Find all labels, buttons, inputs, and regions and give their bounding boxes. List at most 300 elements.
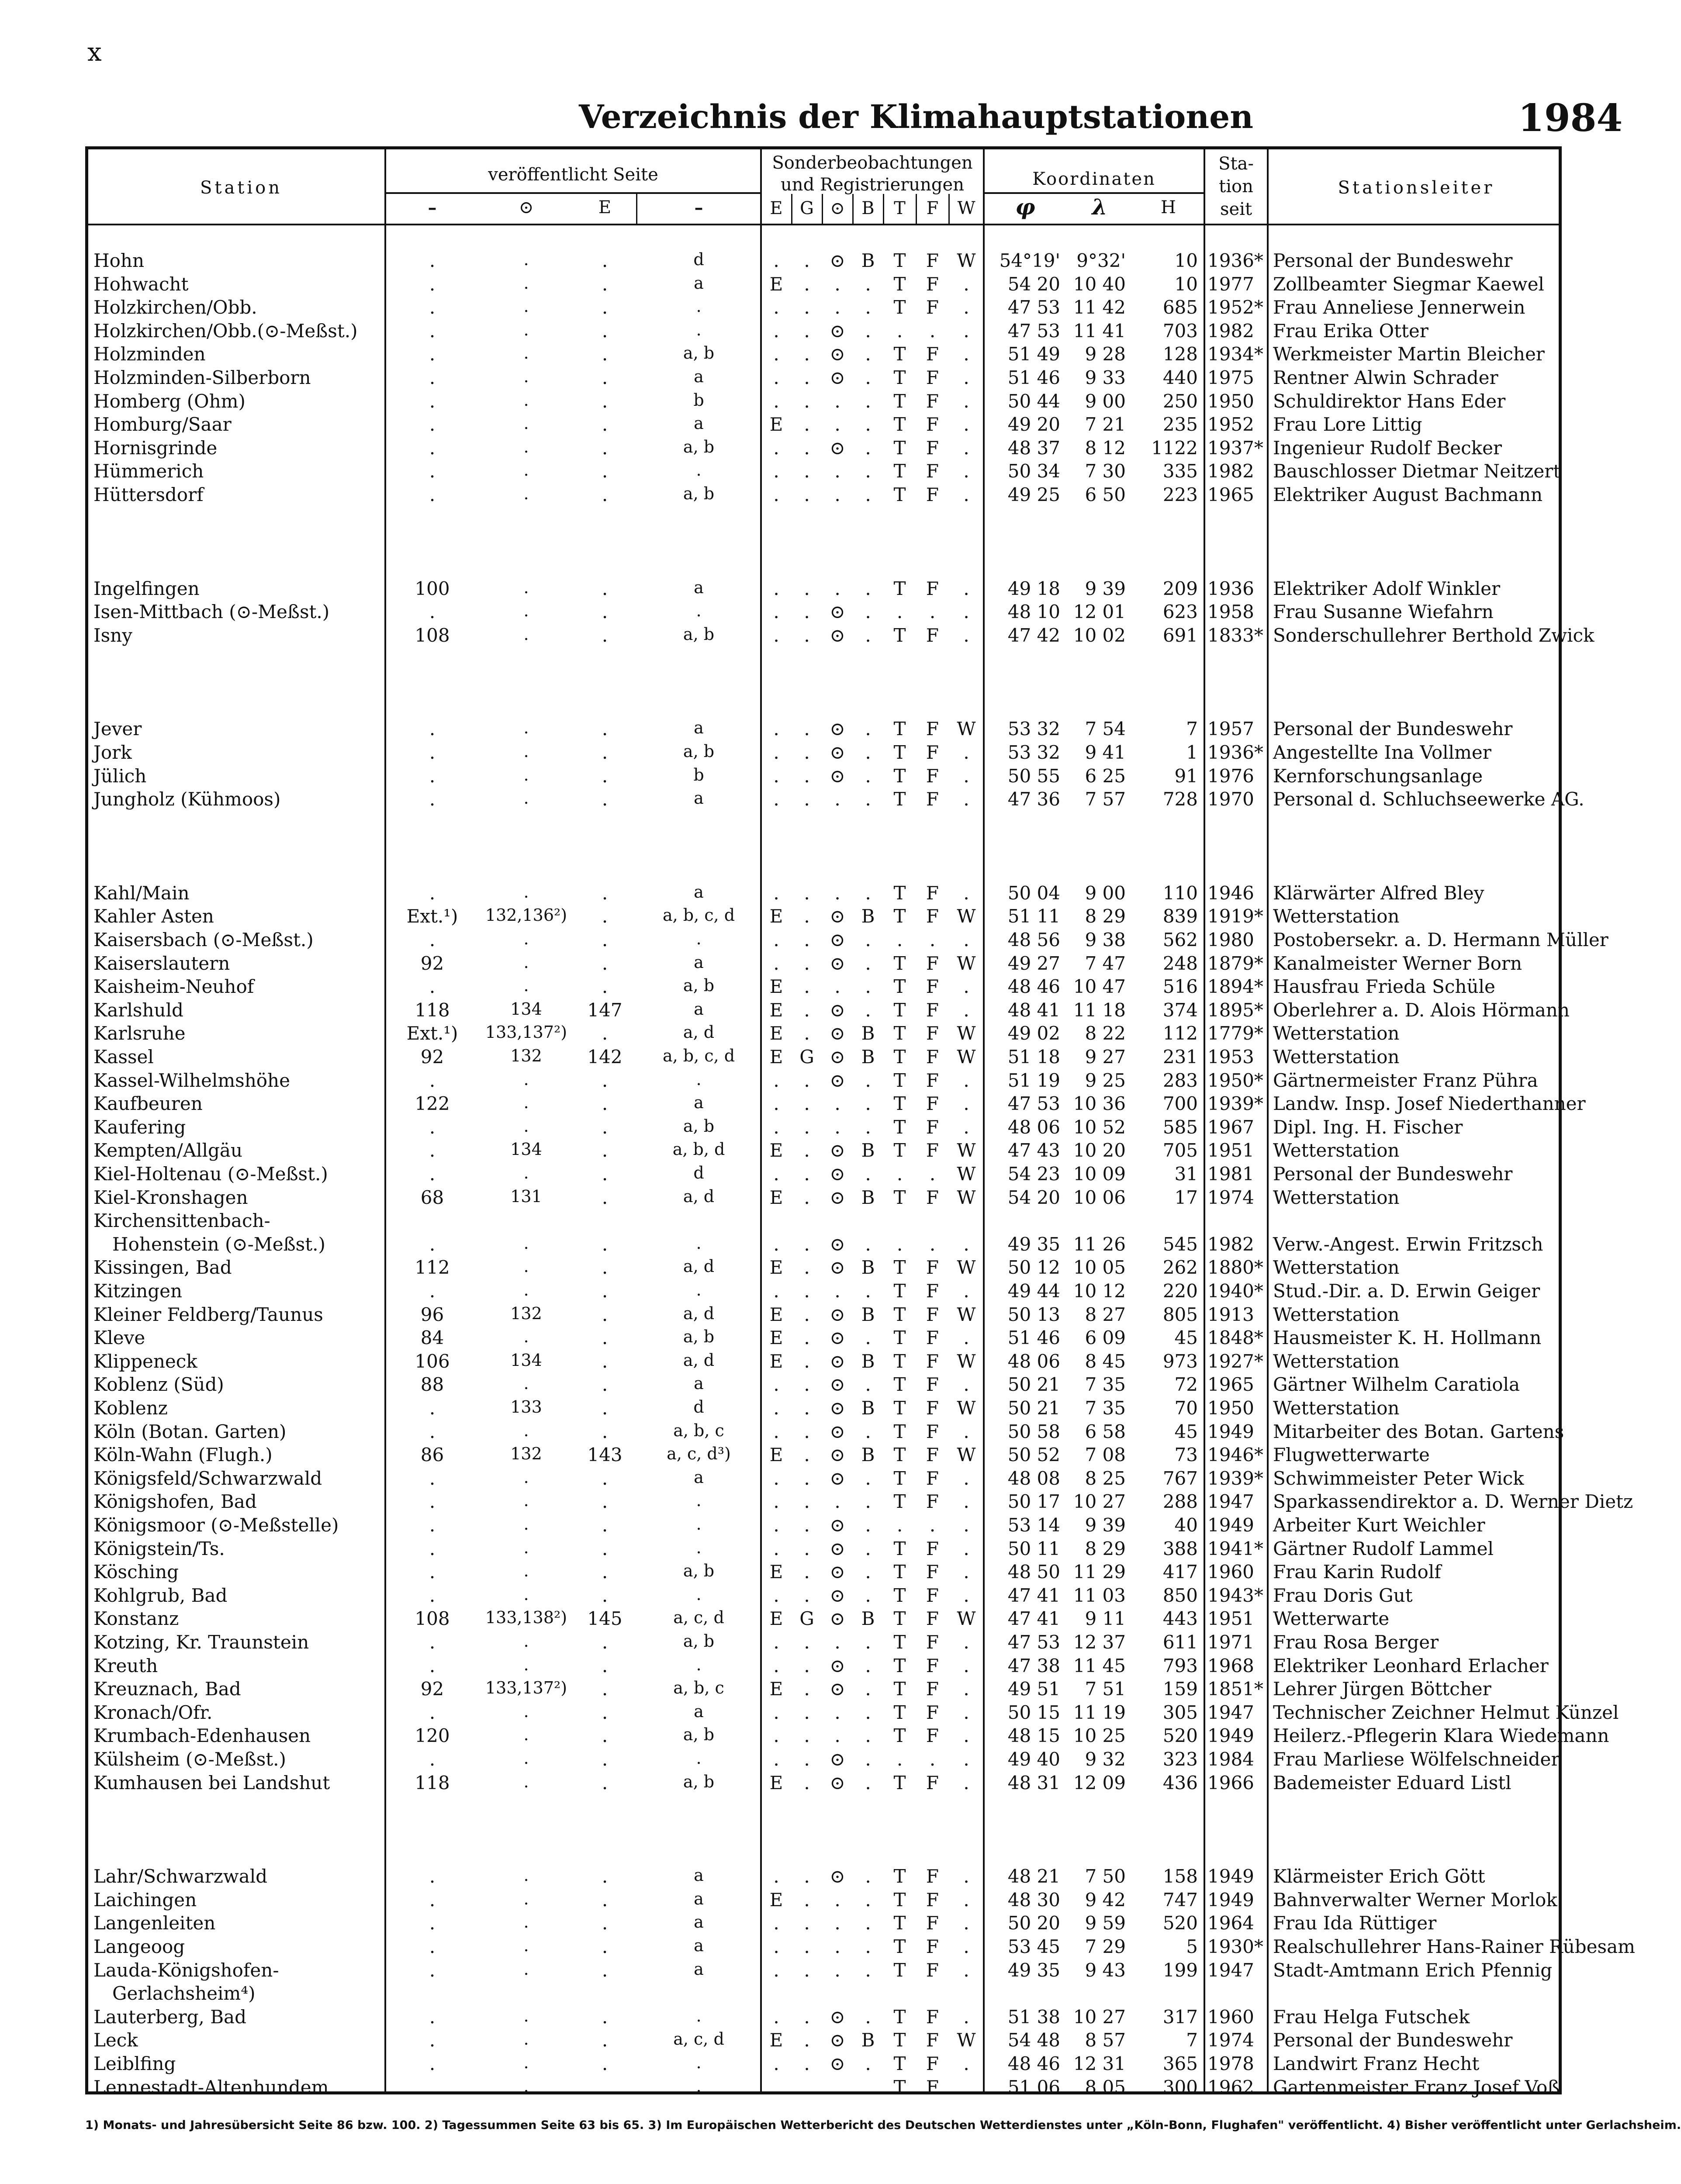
- coord-lambda: 11 29: [1073, 1561, 1126, 1583]
- height: 850: [1162, 1585, 1198, 1606]
- station-name: Lennestadt-Altenhundem: [93, 2077, 329, 2098]
- obs-f: F: [926, 437, 939, 459]
- station-since: 1952: [1207, 414, 1254, 435]
- station-since: 1978: [1207, 2053, 1254, 2074]
- obs-t: T: [893, 2053, 906, 2074]
- pub-seite-e: 147: [587, 999, 623, 1021]
- table-row: [88, 1093, 1586, 1116]
- obs-t: T: [893, 625, 906, 646]
- header-h: H: [1161, 197, 1176, 218]
- pub-seite-4: .: [696, 1538, 702, 1557]
- obs-f: F: [926, 905, 939, 927]
- coord-lambda: 8 29: [1085, 1538, 1126, 1559]
- obs-b: .: [865, 1655, 871, 1676]
- pub-seite-e: .: [602, 320, 608, 342]
- station-since: 1958: [1207, 601, 1254, 622]
- obs-g: .: [804, 1514, 810, 1536]
- station-name: Kaisersbach (⊙-Meßst.): [93, 929, 314, 950]
- table-row: [88, 1936, 1635, 1959]
- station-leader: Wetterstation: [1273, 1304, 1400, 1325]
- obs-g: .: [804, 718, 810, 740]
- pub-seite-e: .: [602, 484, 608, 505]
- station-leader: Flugwetterwarte: [1273, 1444, 1430, 1465]
- obs-w: W: [957, 2029, 976, 2051]
- coord-lambda: 9 11: [1085, 1608, 1126, 1629]
- obs-g: .: [804, 1093, 810, 1114]
- station-name: Lauda-Königshofen-: [93, 1959, 279, 1981]
- pub-seite-1: .: [429, 1936, 436, 1957]
- station-since: 1851*: [1207, 1678, 1263, 1700]
- pub-seite-sun: 134: [510, 1140, 542, 1159]
- station-leader: Frau Ida Rüttiger: [1273, 1912, 1437, 1934]
- pub-seite-4: a, b: [683, 1725, 715, 1744]
- obs-w: .: [963, 1280, 969, 1302]
- station-since: 1779*: [1207, 1023, 1263, 1044]
- obs-w: .: [963, 1912, 969, 1934]
- pub-seite-1: .: [429, 1655, 436, 1676]
- coord-lambda: 7 30: [1085, 460, 1126, 482]
- obs-w: .: [963, 1585, 969, 1606]
- coord-lambda: 8 22: [1085, 1023, 1126, 1044]
- station-name: Langenleiten: [93, 1912, 216, 1934]
- station-name: Kohlgrub, Bad: [93, 1585, 228, 1606]
- pub-seite-e: .: [602, 1421, 608, 1442]
- pub-seite-sun: 132,136²): [485, 905, 567, 925]
- station-name: Langeoog: [93, 1936, 185, 1957]
- pub-seite-e: .: [602, 1327, 608, 1348]
- height: 250: [1162, 390, 1198, 412]
- table-row: [88, 1163, 1560, 1187]
- station-name: Ingelfingen: [93, 578, 200, 599]
- obs-f: F: [926, 250, 939, 271]
- station-name: Kotzing, Kr. Traunstein: [93, 1631, 309, 1653]
- obs-e: E: [769, 976, 783, 997]
- station-since: 1957: [1207, 718, 1254, 740]
- table-row: [88, 1468, 1560, 1491]
- station-leader: Elektriker August Bachmann: [1273, 484, 1543, 505]
- obs-t: .: [896, 601, 903, 622]
- pub-seite-sun: .: [523, 343, 529, 363]
- station-leader: Schuldirektor Hans Eder: [1273, 390, 1506, 412]
- pub-seite-e: .: [602, 1912, 608, 1934]
- obs-t: T: [893, 1678, 906, 1700]
- station-name: Königstein/Ts.: [93, 1538, 225, 1559]
- rule-sub-s: [852, 194, 854, 224]
- obs-t: .: [896, 320, 903, 342]
- station-since: 1977: [1207, 273, 1254, 295]
- obs-w: .: [963, 460, 969, 482]
- pub-seite-1: .: [429, 1585, 436, 1606]
- pub-seite-e: .: [602, 1889, 608, 1911]
- station-since: 1940*: [1207, 1280, 1263, 1302]
- pub-seite-sun: .: [523, 1561, 529, 1580]
- station-since: 1941*: [1207, 1538, 1263, 1559]
- coord-lambda: 10 20: [1073, 1140, 1126, 1161]
- coord-phi: 47 36: [1007, 788, 1060, 810]
- obs-b: .: [865, 1070, 871, 1091]
- obs-w: .: [963, 882, 969, 904]
- obs-f: F: [926, 1889, 939, 1911]
- obs-sun: ⊙: [830, 1678, 845, 1700]
- height: 231: [1162, 1046, 1198, 1068]
- header-obs-f: F: [926, 198, 939, 218]
- station-name: Hohenstein (⊙-Meßst.): [112, 1234, 325, 1255]
- station-since: 1960: [1207, 1561, 1254, 1583]
- pub-seite-4: a, d: [683, 1187, 715, 1206]
- obs-t: T: [893, 976, 906, 997]
- obs-f: F: [926, 2077, 939, 2098]
- header-rule-coord: [984, 192, 1204, 194]
- obs-g: .: [804, 788, 810, 810]
- station-leader: Frau Erika Otter: [1273, 320, 1429, 342]
- pub-seite-e: .: [602, 1866, 608, 1887]
- pub-seite-e: .: [602, 2077, 608, 2098]
- obs-e: .: [773, 765, 779, 787]
- obs-g: .: [804, 390, 810, 412]
- station-leader: Frau Marliese Wölfelschneider: [1273, 1749, 1560, 1770]
- pub-seite-e: .: [602, 1187, 608, 1208]
- pub-seite-sun: .: [523, 1936, 529, 1955]
- obs-g: .: [804, 1468, 810, 1489]
- obs-e: .: [773, 1421, 779, 1442]
- pub-seite-sun: .: [523, 1374, 529, 1393]
- obs-e: E: [769, 1608, 783, 1629]
- obs-t: T: [893, 1327, 906, 1348]
- obs-b: .: [865, 2077, 871, 2098]
- table-row: [88, 1655, 1560, 1679]
- rule-sub-e: [791, 194, 792, 224]
- obs-sun: ⊙: [830, 601, 845, 622]
- pub-seite-e: 143: [587, 1444, 623, 1465]
- obs-f: .: [929, 1234, 936, 1255]
- coord-phi: 48 30: [1007, 1889, 1060, 1911]
- pub-seite-1: 86: [420, 1444, 444, 1465]
- obs-sun: .: [834, 414, 840, 435]
- pub-seite-e: .: [602, 1936, 608, 1957]
- obs-g: G: [799, 1046, 814, 1068]
- page-number: x: [87, 37, 102, 67]
- pub-seite-4: a: [694, 953, 704, 972]
- obs-f: F: [926, 1046, 939, 1068]
- obs-w: .: [963, 1116, 969, 1138]
- coord-phi: 47 53: [1007, 297, 1060, 318]
- obs-f: .: [929, 1514, 936, 1536]
- pub-seite-1: .: [429, 1163, 436, 1185]
- obs-e: E: [769, 1304, 783, 1325]
- coord-lambda: 9 00: [1085, 882, 1126, 904]
- pub-seite-sun: .: [523, 297, 529, 316]
- obs-e: .: [773, 2077, 779, 2098]
- coord-lambda: 7 21: [1085, 414, 1126, 435]
- pub-seite-4: .: [696, 1585, 702, 1604]
- obs-b: B: [861, 250, 875, 271]
- obs-w: .: [963, 297, 969, 318]
- pub-seite-e: .: [602, 1023, 608, 1044]
- obs-e: .: [773, 1936, 779, 1957]
- pub-seite-sun: .: [523, 367, 529, 386]
- coord-phi: 48 37: [1007, 437, 1060, 459]
- obs-t: T: [893, 1304, 906, 1325]
- pub-seite-e: .: [602, 1959, 608, 1981]
- height: 520: [1162, 1912, 1198, 1934]
- height: 374: [1162, 999, 1198, 1021]
- obs-t: T: [893, 460, 906, 482]
- pub-seite-sun: .: [523, 625, 529, 644]
- coord-lambda: 10 27: [1073, 2006, 1126, 2028]
- coord-phi: 47 53: [1007, 320, 1060, 342]
- pub-seite-sun: 133,137²): [485, 1023, 567, 1042]
- coord-lambda: 9 42: [1085, 1889, 1126, 1911]
- header-sonder: Sonderbeobachtungen: [772, 153, 973, 173]
- obs-f: .: [929, 1163, 936, 1185]
- pub-seite-4: a, b: [683, 1772, 715, 1791]
- obs-g: .: [804, 2077, 810, 2098]
- pub-seite-1: .: [429, 2053, 436, 2074]
- coord-phi: 51 06: [1007, 2077, 1060, 2098]
- obs-w: .: [963, 1866, 969, 1887]
- station-name: Kleve: [93, 1327, 145, 1348]
- coord-lambda: 11 42: [1073, 297, 1126, 318]
- station-leader: Frau Anneliese Jennerwein: [1273, 297, 1525, 318]
- obs-b: .: [865, 1866, 871, 1887]
- station-since: 1946*: [1207, 1444, 1263, 1465]
- obs-sun: .: [834, 1725, 840, 1746]
- pub-seite-e: 145: [587, 1608, 623, 1629]
- height: 388: [1162, 1538, 1198, 1559]
- station-name: Karlshuld: [93, 999, 183, 1021]
- station-leader: Bademeister Eduard Listl: [1273, 1772, 1512, 1794]
- table-row: [88, 1234, 1560, 1257]
- obs-e: E: [769, 1046, 783, 1068]
- pub-seite-1: .: [429, 1468, 436, 1489]
- pub-seite-1: 92: [420, 953, 444, 974]
- pub-seite-e: .: [602, 1655, 608, 1676]
- coord-phi: 50 13: [1007, 1304, 1060, 1325]
- pub-seite-sun: .: [523, 1514, 529, 1534]
- obs-sun: ⊙: [830, 1514, 845, 1536]
- obs-e: E: [769, 1678, 783, 1700]
- table-row: [88, 953, 1560, 976]
- pub-seite-sun: .: [523, 1163, 529, 1182]
- obs-f: F: [926, 1421, 939, 1442]
- coord-phi: 50 58: [1007, 1421, 1060, 1442]
- table-row: [88, 1351, 1560, 1374]
- height: 110: [1162, 882, 1198, 904]
- obs-g: .: [804, 1351, 810, 1372]
- height: 262: [1162, 1257, 1198, 1278]
- obs-sun: .: [834, 1889, 840, 1911]
- obs-e: .: [773, 1374, 779, 1395]
- coord-phi: 51 46: [1007, 1327, 1060, 1348]
- obs-g: .: [804, 976, 810, 997]
- station-name: Jork: [93, 742, 132, 763]
- station-since: 1939*: [1207, 1093, 1263, 1114]
- obs-f: F: [926, 1280, 939, 1302]
- pub-seite-1: .: [429, 1912, 436, 1934]
- obs-sun: ⊙: [830, 343, 845, 365]
- station-name: Königsfeld/Schwarzwald: [93, 1468, 322, 1489]
- station-leader: Arbeiter Kurt Weichler: [1273, 1514, 1485, 1536]
- coord-phi: 48 10: [1007, 601, 1060, 622]
- pub-seite-4: a, b, d: [672, 1140, 725, 1159]
- coord-lambda: 12 31: [1073, 2053, 1126, 2074]
- obs-w: .: [963, 1327, 969, 1348]
- header-obs-w: W: [957, 198, 975, 218]
- station-since: 1952*: [1207, 297, 1263, 318]
- header-lambda: λ: [1092, 194, 1107, 220]
- pub-seite-e: .: [602, 1280, 608, 1302]
- obs-g: .: [804, 1140, 810, 1161]
- coord-phi: 47 53: [1007, 1631, 1060, 1653]
- header-rule-pub: [385, 192, 761, 194]
- obs-t: T: [893, 1140, 906, 1161]
- header-registrierungen: und Registrierungen: [781, 175, 964, 195]
- obs-f: F: [926, 1772, 939, 1794]
- obs-f: F: [926, 625, 939, 646]
- obs-t: T: [893, 1936, 906, 1957]
- pub-seite-4: a, d: [683, 1351, 715, 1370]
- station-since: 1966: [1207, 1772, 1254, 1794]
- obs-sun: ⊙: [830, 2006, 845, 2028]
- station-since: 1953: [1207, 1046, 1254, 1068]
- obs-sun: .: [834, 297, 840, 318]
- coord-phi: 54°19': [999, 250, 1060, 271]
- header-seit-3: seit: [1220, 199, 1252, 219]
- obs-e: .: [773, 2053, 779, 2074]
- station-name: Isen-Mittbach (⊙-Meßst.): [93, 601, 330, 622]
- pub-seite-4: b: [693, 765, 704, 784]
- pub-seite-4: .: [696, 1070, 702, 1089]
- obs-w: .: [963, 1514, 969, 1536]
- pub-seite-4: a: [694, 1866, 704, 1885]
- station-name: Jungholz (Kühmoos): [93, 788, 281, 810]
- pub-seite-sun: 132: [510, 1444, 542, 1463]
- obs-b: .: [865, 929, 871, 950]
- coord-phi: 47 41: [1007, 1585, 1060, 1606]
- pub-seite-1: .: [429, 320, 436, 342]
- pub-seite-1: 122: [415, 1093, 450, 1114]
- pub-seite-4: a, c, d: [673, 2029, 724, 2049]
- pub-seite-1: .: [429, 390, 436, 412]
- obs-w: .: [963, 1070, 969, 1091]
- obs-sun: ⊙: [830, 765, 845, 787]
- obs-f: F: [926, 1374, 939, 1395]
- obs-b: .: [865, 1959, 871, 1981]
- obs-e: .: [773, 1491, 779, 1512]
- obs-e: .: [773, 742, 779, 763]
- obs-g: .: [804, 1631, 810, 1653]
- station-name: Kumhausen bei Landshut: [93, 1772, 330, 1794]
- obs-t: T: [893, 1889, 906, 1911]
- coord-lambda: 10 06: [1073, 1187, 1126, 1208]
- obs-sun: ⊙: [830, 905, 845, 927]
- obs-g: G: [799, 1608, 814, 1629]
- coord-phi: 51 18: [1007, 1046, 1060, 1068]
- obs-w: .: [963, 999, 969, 1021]
- obs-g: .: [804, 1187, 810, 1208]
- station-leader: Stadt-Amtmann Erich Pfennig: [1273, 1959, 1553, 1981]
- pub-seite-4: a: [694, 882, 704, 902]
- pub-seite-e: 142: [587, 1046, 623, 1068]
- height: 516: [1162, 976, 1198, 997]
- obs-sun: ⊙: [830, 1538, 845, 1559]
- pub-seite-1: .: [429, 601, 436, 622]
- pub-seite-e: .: [602, 437, 608, 459]
- obs-sun: ⊙: [830, 742, 845, 763]
- obs-t: T: [893, 2006, 906, 2028]
- station-name: Jülich: [93, 765, 147, 787]
- obs-sun: .: [834, 1491, 840, 1512]
- obs-f: F: [926, 1304, 939, 1325]
- obs-w: W: [957, 953, 976, 974]
- table-row: [88, 297, 1560, 320]
- station-since: 1975: [1207, 367, 1254, 388]
- obs-t: T: [893, 250, 906, 271]
- obs-w: .: [963, 484, 969, 505]
- pub-seite-1: .: [429, 718, 436, 740]
- obs-e: E: [769, 905, 783, 927]
- height: 417: [1162, 1561, 1198, 1583]
- obs-t: T: [893, 953, 906, 974]
- station-leader: Frau Doris Gut: [1273, 1585, 1413, 1606]
- pub-seite-1: Ext.¹): [406, 1023, 458, 1044]
- station-name: Holzminden: [93, 343, 206, 365]
- rule-sub-pub2: [636, 194, 637, 224]
- obs-w: .: [963, 1374, 969, 1395]
- pub-seite-4: .: [696, 460, 702, 480]
- obs-g: .: [804, 1421, 810, 1442]
- coord-lambda: 11 19: [1073, 1702, 1126, 1723]
- table-row: [88, 999, 1570, 1023]
- coord-lambda: 7 47: [1085, 953, 1126, 974]
- height: 7: [1186, 2029, 1198, 2051]
- station-name: Klippeneck: [93, 1351, 197, 1372]
- obs-e: .: [773, 1749, 779, 1770]
- obs-g: .: [804, 1374, 810, 1395]
- pub-seite-e: .: [602, 718, 608, 740]
- obs-e: .: [773, 437, 779, 459]
- station-since: 1982: [1207, 320, 1254, 342]
- obs-sun: .: [834, 390, 840, 412]
- station-leader: Personal der Bundeswehr: [1273, 1163, 1513, 1185]
- table-row: [88, 742, 1560, 765]
- obs-t: T: [893, 297, 906, 318]
- coord-lambda: 10 25: [1073, 1725, 1126, 1746]
- station-since: 1950*: [1207, 1070, 1263, 1091]
- obs-w: W: [957, 250, 976, 271]
- obs-w: .: [963, 742, 969, 763]
- station-leader: Frau Helga Futschek: [1273, 2006, 1470, 2028]
- table-row: [88, 976, 1560, 999]
- pub-seite-1: .: [429, 1866, 436, 1887]
- obs-sun: ⊙: [830, 1187, 845, 1208]
- table-row: [88, 390, 1560, 414]
- station-since: 1964: [1207, 1912, 1254, 1934]
- coord-lambda: 9 28: [1085, 343, 1126, 365]
- table-row: [88, 788, 1584, 812]
- obs-w: W: [957, 1140, 976, 1161]
- station-leader: Personal der Bundeswehr: [1273, 718, 1513, 740]
- pub-seite-e: .: [602, 1304, 608, 1325]
- station-leader: Verw.-Angest. Erwin Fritzsch: [1273, 1234, 1543, 1255]
- table-row: [88, 1444, 1560, 1468]
- header-obs-b: B: [861, 198, 875, 218]
- obs-sun: ⊙: [830, 1866, 845, 1887]
- obs-f: F: [926, 1491, 939, 1512]
- station-since: 1950: [1207, 390, 1254, 412]
- obs-t: .: [896, 1234, 903, 1255]
- obs-w: W: [957, 1046, 976, 1068]
